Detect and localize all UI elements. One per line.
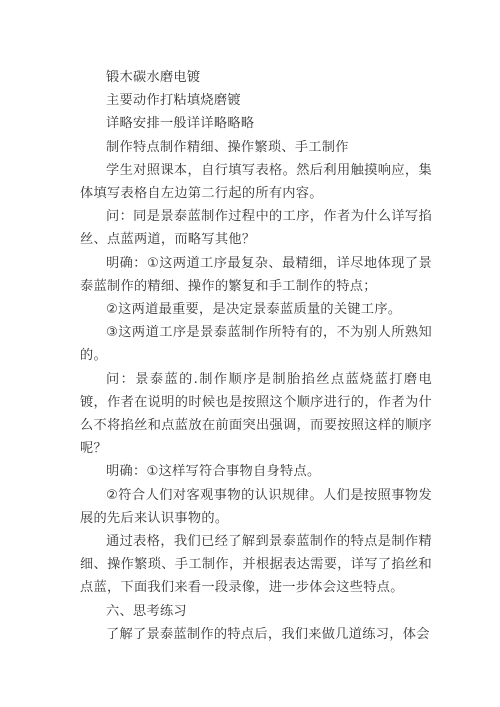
paragraph-summary: 通过表格，我们已经了解到景泰蓝制作的特点是制作精细、操作繁琐、手工制作，并根据表达需要，详写了掐丝和点蓝，下面我们来看一段录像，进一步体会这些特点。 [80, 534, 432, 596]
section-heading-exercises: 六、思考练习 [106, 603, 187, 619]
paragraph-materials: 锻木碳水磨电镀 [106, 70, 201, 85]
paragraph-student-activity: 学生对照课本，自行填写表格。然后利用触摸响应，集体填写表格自左边第二行起的所有内容。 [80, 162, 432, 202]
paragraph-detail-arrangement: 详略安排一般详详略略略 [106, 116, 255, 132]
paragraph-answer-3: ③这两道工序是景泰蓝制作所特有的，不为别人所熟知的。 [80, 325, 432, 364]
paragraph-exercises-intro: 了解了景泰蓝制作的特点后，我们来做几道练习，体会 [106, 626, 430, 642]
document-body [80, 66, 432, 646]
paragraph-question-2: 问：景泰蓝的.制作顺序是制胎掐丝点蓝烧蓝打磨电镀，作者在说明的时候也是按照这个顺序进行的，作者为什么不将掐丝和点蓝放在前面突出强调，而要按照这样的顺序呢？ [80, 371, 432, 457]
paragraph-answer-4: 明确：①这样写符合事物自身特点。 [106, 464, 321, 480]
paragraph-answer-5: ②符合人们对客观事物的认识规律。人们是按照事物发展的先后来认识事物的。 [80, 487, 432, 526]
paragraph-production-features: 制作特点制作精细、操作繁琐、手工制作 [106, 139, 349, 155]
paragraph-main-actions: 主要动作打粘填烧磨镀 [106, 93, 241, 109]
paragraph-answer-1: 明确：①这两道工序最复杂、最精细，详尽地体现了景泰蓝制作的精细、操作的繁复和手工制作的特点； [80, 255, 432, 294]
paragraph-answer-2: ②这两道最重要，是决定景泰蓝质量的关键工序。 [106, 302, 402, 318]
paragraph-question-1: 问：同是景泰蓝制作过程中的工序，作者为什么详写掐丝、点蓝两道，而略写其他？ [80, 209, 432, 248]
